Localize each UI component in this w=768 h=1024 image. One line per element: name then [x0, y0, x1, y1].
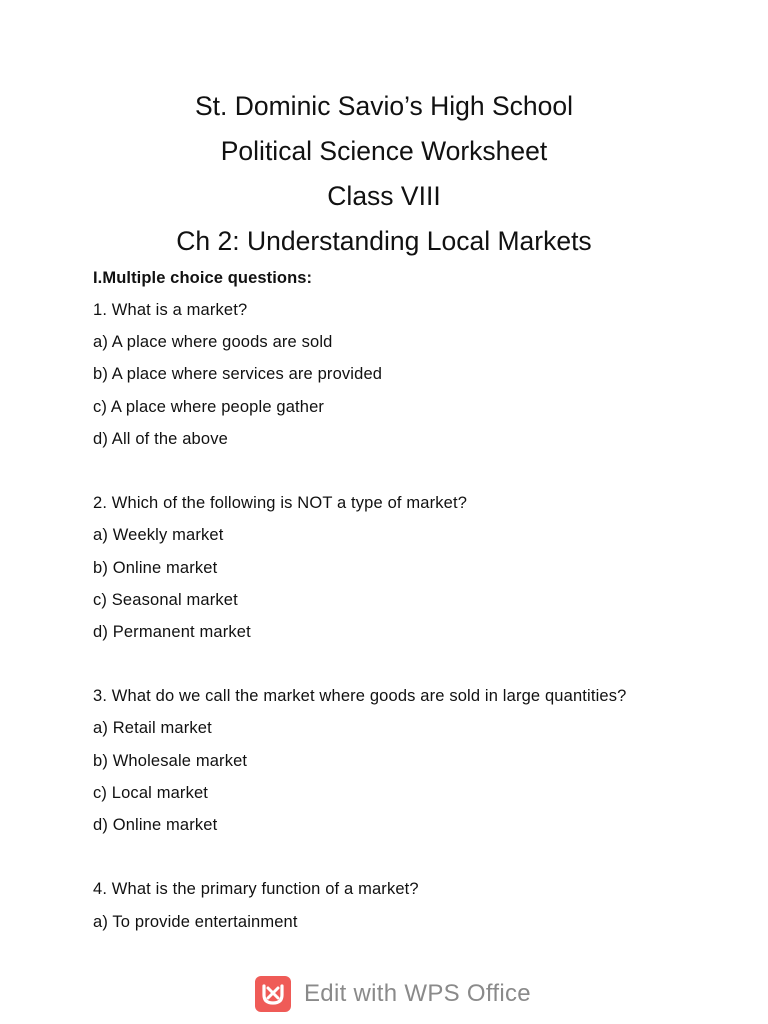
question-text: 3. What do we call the market where goods are sold in large quantities? — [93, 687, 627, 706]
section-heading: I.Multiple choice questions: — [93, 269, 313, 287]
answer-option: d) All of the above — [93, 429, 228, 448]
answer-option: a) To provide entertainment — [93, 912, 298, 931]
answer-option: d) Permanent market — [93, 622, 251, 641]
class-name: Class VIII — [327, 181, 441, 211]
answer-option: b) Online market — [93, 558, 218, 577]
question-text: 2. Which of the following is NOT a type of market? — [93, 494, 468, 513]
blank-line — [93, 455, 733, 487]
blank-line — [93, 648, 733, 680]
edit-with-wps-label: Edit with WPS Office — [304, 980, 531, 1007]
answer-option: a) Weekly market — [93, 526, 224, 545]
question-text: 1. What is a market? — [93, 301, 248, 319]
wps-office-logo-icon — [255, 976, 291, 1012]
answer-option: c) A place where people gather — [93, 397, 325, 416]
worksheet-body — [93, 262, 733, 938]
answer-option: b) A place where services are provided — [93, 365, 383, 384]
question-text: 4. What is the primary function of a market? — [93, 880, 419, 899]
school-name: St. Dominic Savio’s High School — [194, 91, 574, 121]
chapter-title: Ch 2: Understanding Local Markets — [176, 226, 592, 256]
edit-with-wps-link[interactable] — [255, 976, 531, 1012]
question-3 — [93, 680, 733, 841]
answer-option: a) Retail market — [93, 719, 212, 738]
answer-option: c) Local market — [93, 783, 209, 802]
worksheet-subject: Political Science Worksheet — [220, 136, 548, 166]
answer-option: b) Wholesale market — [93, 751, 248, 770]
answer-option: d) Online market — [93, 816, 218, 834]
question-2 — [93, 487, 733, 648]
answer-option: a) A place where goods are sold — [93, 333, 333, 352]
question-4 — [93, 873, 733, 937]
question-1 — [93, 294, 733, 455]
answer-option: c) Seasonal market — [93, 590, 238, 609]
worksheet-header — [0, 84, 768, 264]
blank-line — [93, 841, 733, 873]
